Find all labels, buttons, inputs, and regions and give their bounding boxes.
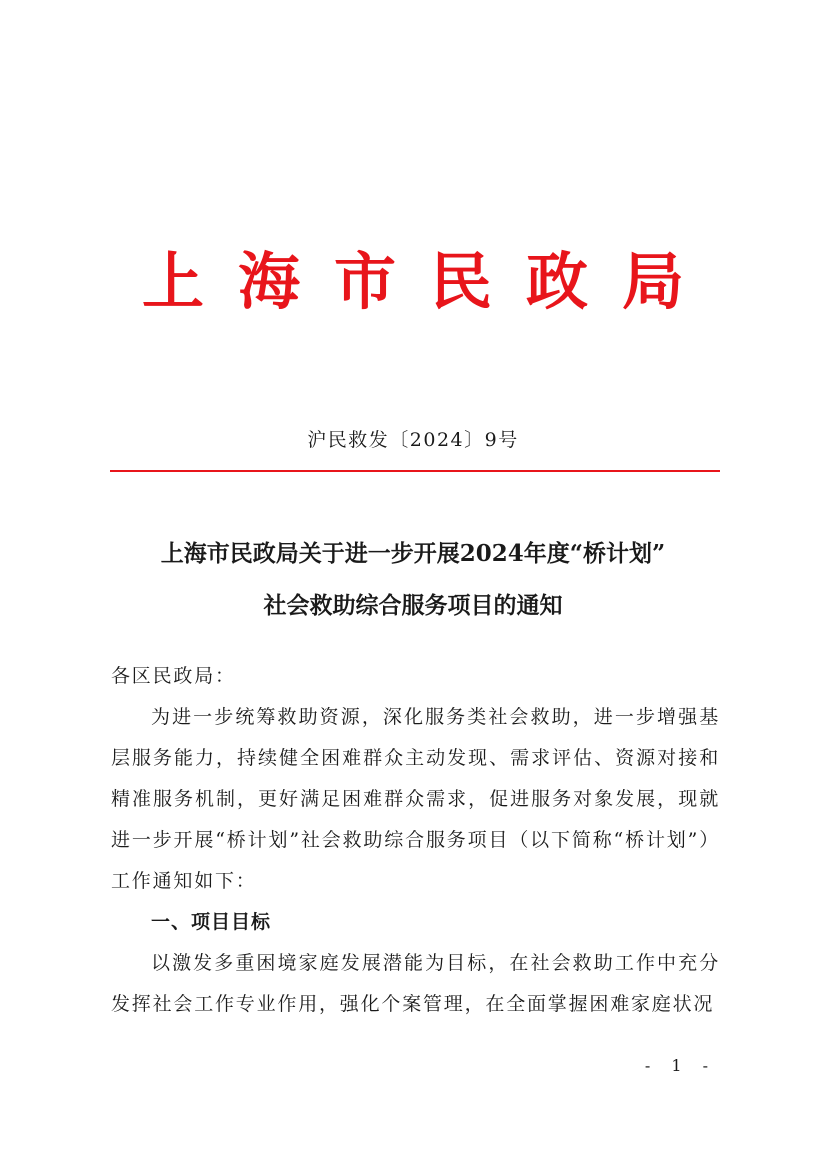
title-line-2: 社会救助综合服务项目的通知 [263,592,563,619]
agency-header: 上海市民政局 [141,245,718,318]
title-line-1: 上海市民政局关于进一步开展2024年度“桥计划” [160,540,666,567]
document-title [90,528,736,632]
salutation: 各区民政局： [111,665,236,687]
document-number: 沪民救发〔2024〕9号 [307,429,519,451]
page-number: - 1 - [644,1056,716,1075]
goals-paragraph: 以激发多重困境家庭发展潜能为目标，在社会救助工作中充分发挥社会工作专业作用，强化个案管理，在全面掌握困难家庭状况 [111,952,720,1015]
intro-paragraph: 为进一步统筹救助资源，深化服务类社会救助，进一步增强基层服务能力，持续健全困难群众主动发现、需求评估、资源对接和精准服务机制，更好满足困难群众需求，促进服务对象发展，现就进一步开展“桥计划”社会救助综合服务项目（以下简称“桥计划”）工作通知如下： [111,706,720,892]
red-separator-line [110,470,720,472]
document-body [111,656,720,1025]
section-heading-project-goals: 一、项目目标 [151,911,272,933]
